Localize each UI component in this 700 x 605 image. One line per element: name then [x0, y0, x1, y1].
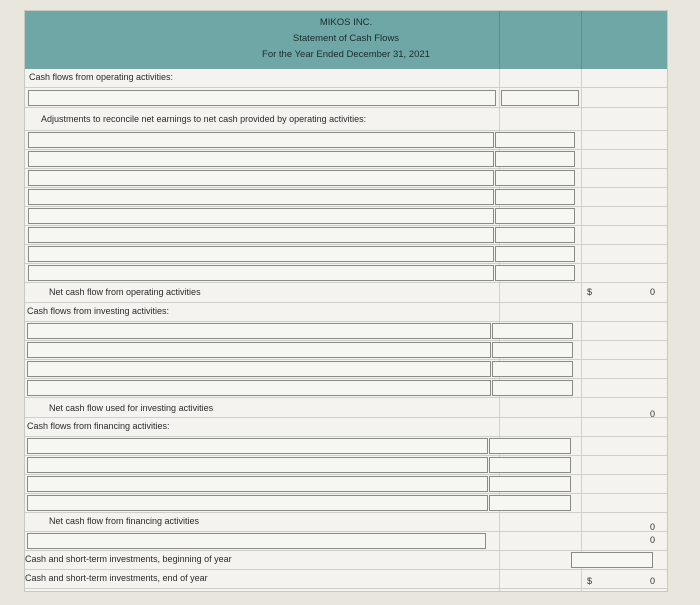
row-adjustment-1	[25, 131, 667, 150]
adjustment-7-amount-input[interactable]	[495, 246, 575, 262]
net-investing-value: 0	[650, 409, 656, 419]
statement-title: Statement of Cash Flows	[292, 33, 400, 44]
investing-2-amount-input[interactable]	[492, 342, 573, 358]
adjustment-3-amount-input[interactable]	[495, 170, 575, 186]
row-adjustment-5	[25, 207, 667, 226]
net-earnings-amount-input[interactable]	[501, 90, 579, 106]
row-investing-1	[25, 322, 667, 341]
financing-2-label-input[interactable]	[27, 457, 488, 473]
row-financing-2	[25, 456, 667, 475]
adjustment-3-label-input[interactable]	[28, 170, 494, 186]
row-adjustment-8	[25, 264, 667, 283]
investing-1-amount-input[interactable]	[492, 323, 573, 339]
row-financing-heading	[25, 418, 667, 437]
row-adjustment-6	[25, 226, 667, 245]
investing-3-amount-input[interactable]	[492, 361, 573, 377]
row-net-investing	[25, 398, 667, 418]
investing-heading: Cash flows from investing activities:	[27, 306, 170, 316]
row-investing-2	[25, 341, 667, 360]
row-adjustment-4	[25, 188, 667, 207]
row-adjustments	[25, 109, 667, 131]
row-adjustment-3	[25, 169, 667, 188]
net-investing-label: Net cash flow used for investing activities	[49, 403, 214, 413]
net-change-label-input[interactable]	[27, 533, 486, 549]
net-earnings-label-input[interactable]	[28, 90, 496, 106]
beginning-label: Cash and short-term investments, beginning of year	[25, 554, 232, 564]
financing-1-label-input[interactable]	[27, 438, 488, 454]
beginning-amount-input[interactable]	[571, 552, 653, 568]
end-value: 0	[650, 576, 656, 586]
statement-header	[25, 11, 667, 69]
cash-flow-worksheet	[24, 10, 668, 592]
adjustment-5-label-input[interactable]	[28, 208, 494, 224]
net-financing-label: Net cash flow from financing activities	[49, 516, 200, 526]
adjustment-4-label-input[interactable]	[28, 189, 494, 205]
net-change-value: 0	[650, 535, 656, 545]
end-dollar: $	[587, 576, 593, 586]
investing-2-label-input[interactable]	[27, 342, 491, 358]
net-operating-value: 0	[650, 287, 656, 297]
net-financing-value: 0	[650, 522, 656, 532]
financing-1-amount-input[interactable]	[489, 438, 571, 454]
adjustment-2-label-input[interactable]	[28, 151, 494, 167]
financing-4-label-input[interactable]	[27, 495, 488, 511]
row-end	[25, 570, 667, 589]
operating-heading: Cash flows from operating activities:	[29, 72, 174, 82]
investing-4-label-input[interactable]	[27, 380, 491, 396]
net-operating-dollar: $	[587, 287, 593, 297]
row-adjustment-7	[25, 245, 667, 264]
row-beginning	[25, 551, 667, 570]
row-financing-4	[25, 494, 667, 513]
financing-heading: Cash flows from financing activities:	[27, 421, 170, 431]
adjustment-8-amount-input[interactable]	[495, 265, 575, 281]
investing-3-label-input[interactable]	[27, 361, 491, 377]
adjustment-7-label-input[interactable]	[28, 246, 494, 262]
adjustment-6-amount-input[interactable]	[495, 227, 575, 243]
statement-period: For the Year Ended December 31, 2021	[262, 49, 430, 60]
row-financing-1	[25, 437, 667, 456]
investing-4-amount-input[interactable]	[492, 380, 573, 396]
row-operating-heading	[25, 69, 667, 88]
financing-3-amount-input[interactable]	[489, 476, 571, 492]
adjustment-4-amount-input[interactable]	[495, 189, 575, 205]
row-adjustment-2	[25, 150, 667, 169]
adjustment-1-amount-input[interactable]	[495, 132, 575, 148]
financing-4-amount-input[interactable]	[489, 495, 571, 511]
row-investing-4	[25, 379, 667, 398]
adjustment-5-amount-input[interactable]	[495, 208, 575, 224]
financing-2-amount-input[interactable]	[489, 457, 571, 473]
investing-1-label-input[interactable]	[27, 323, 491, 339]
row-net-operating	[25, 284, 667, 303]
adjustment-1-label-input[interactable]	[28, 132, 494, 148]
adjustment-8-label-input[interactable]	[28, 265, 494, 281]
adjustment-6-label-input[interactable]	[28, 227, 494, 243]
adjustments-label: Adjustments to reconcile net earnings to net cash provided by operating activities:	[41, 114, 367, 124]
row-net-earnings	[25, 89, 667, 108]
row-financing-3	[25, 475, 667, 494]
row-net-change	[25, 532, 667, 551]
company-name: MIKOS INC.	[319, 17, 373, 28]
row-investing-heading	[25, 303, 667, 322]
end-label: Cash and short-term investments, end of year	[25, 573, 208, 583]
row-investing-3	[25, 360, 667, 379]
financing-3-label-input[interactable]	[27, 476, 488, 492]
adjustment-2-amount-input[interactable]	[495, 151, 575, 167]
net-operating-label: Net cash flow from operating activities	[49, 287, 201, 297]
row-net-financing	[25, 513, 667, 532]
